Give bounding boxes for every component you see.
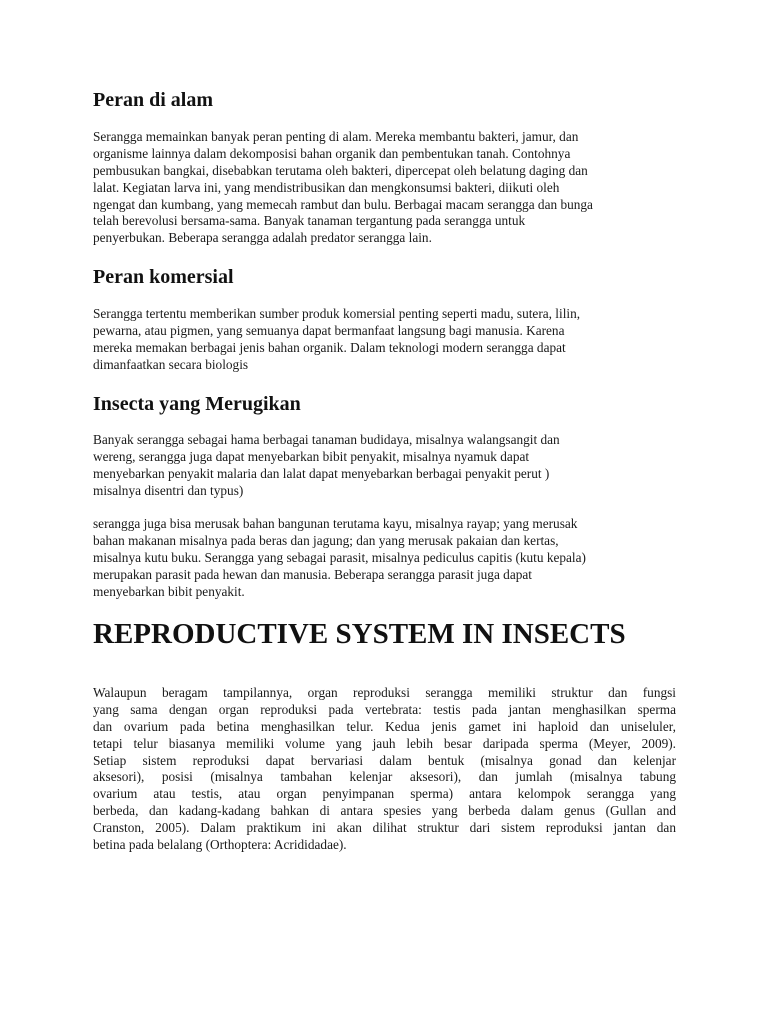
paragraph-line: tetapi telur biasanya memiliki volume yang jauh lebih besar daripada sperma (Meyer, 2009). — [93, 735, 676, 751]
paragraph-line: menyebarkan penyakit malaria dan lalat dapat menyebarkan berbagai penyakit perut ) — [93, 465, 550, 481]
paragraph-line: pewarna, atau pigmen, yang semuanya dapat bermanfaat langsung bagi manusia. Karena — [93, 322, 565, 338]
paragraph-line: dimanfaatkan secara biologis — [93, 356, 249, 372]
paragraph-line: Banyak serangga sebagai hama berbagai tanaman budidaya, misalnya walangsangit dan — [93, 432, 560, 447]
section-heading-peran-komersial: Peran komersial — [93, 266, 234, 288]
paragraph-line: mereka memakan berbagai jenis bahan organik. Dalam teknologi modern serangga dapat — [93, 339, 566, 355]
paragraph-line: serangga juga bisa merusak bahan bangunan terutama kayu, misalnya rayap; yang merusak — [93, 516, 578, 531]
paragraph-line: misalnya kutu buku. Serangga yang sebagai parasit, misalnya pediculus capitis (kutu kepala) — [93, 549, 586, 565]
paragraph-line: penyerbukan. Beberapa serangga adalah predator serangga lain. — [93, 230, 432, 246]
paragraph-line: Cranston, 2005). Dalam praktikum ini akan dilihat struktur dari sistem reproduksi jantan dan — [93, 820, 676, 836]
paragraph-peran-di-alam — [93, 129, 676, 247]
paragraph-line: berbeda, dan kadang-kadang bahkan di antara spesies yang berbeda dalam genus (Gullan and — [93, 803, 676, 819]
paragraph-line: ngengat dan kumbang, yang memecah rambut dan bulu. Berbagai macam serangga dan bunga — [93, 196, 593, 212]
paragraph-insecta-merugikan-1 — [93, 432, 676, 500]
paragraph-line: aksesori), posisi (misalnya tambahan kelenjar aksesori), dan jumlah (misalnya tabung — [93, 769, 676, 785]
paragraph-line: Serangga tertentu memberikan sumber produk komersial penting seperti madu, sutera, lilin, — [93, 306, 581, 321]
paragraph-line: ovarium atau testis, atau organ penyimpanan sperma) antara kelompok serangga yang — [93, 786, 676, 802]
paragraph-line: Serangga memainkan banyak peran penting di alam. Mereka membantu bakteri, jamur, dan — [93, 129, 579, 144]
paragraph-insecta-merugikan-2 — [93, 516, 676, 600]
paragraph-line: menyebarkan bibit penyakit. — [93, 583, 245, 599]
paragraph-line: betina pada belalang (Orthoptera: Acrididadae). — [93, 837, 347, 853]
paragraph-line: pembusukan bangkai, disebabkan terutama oleh bakteri, dipercepat oleh belatung daging dan — [93, 162, 588, 178]
paragraph-line: organisme lainnya dalam dekomposisi bahan organik dan pembentukan tanah. Contohnya — [93, 145, 571, 161]
paragraph-line: dan ovarium pada betina menghasilkan telur. Kedua jenis gamet ini haploid dan uniseluler, — [93, 718, 676, 734]
paragraph-reproductive-system — [93, 685, 676, 854]
main-title: REPRODUCTIVE SYSTEM IN INSECTS — [93, 618, 626, 650]
paragraph-line: Walaupun beragam tampilannya, organ reproduksi serangga memiliki struktur dan fungsi — [93, 685, 676, 700]
paragraph-line: wereng, serangga juga dapat menyebarkan bibit penyakit, misalnya nyamuk dapat — [93, 448, 530, 464]
paragraph-line: lalat. Kegiatan larva ini, yang mendistribusikan dan mengkonsumsi bakteri, diikuti oleh — [93, 179, 560, 195]
paragraph-line: telah berevolusi bersama-sama. Banyak tanaman tergantung pada serangga untuk — [93, 213, 526, 229]
paragraph-line: bahan makanan misalnya pada beras dan jagung; dan yang merusak pakaian dan kertas, — [93, 532, 559, 548]
paragraph-line: misalnya disentri dan typus) — [93, 482, 244, 498]
section-heading-peran-di-alam: Peran di alam — [93, 89, 213, 111]
paragraph-peran-komersial — [93, 306, 676, 374]
paragraph-line: merupakan parasit pada hewan dan manusia. Beberapa serangga parasit juga dapat — [93, 566, 532, 582]
paragraph-line: Setiap sistem reproduksi dapat bervariasi dalam bentuk (misalnya gonad dan kelenjar — [93, 752, 676, 768]
paragraph-line: yang sama dengan organ reproduksi pada vertebrata: testis pada jantan menghasilkan sperma — [93, 701, 676, 717]
section-heading-insecta-yang-merugikan: Insecta yang Merugikan — [93, 393, 301, 415]
